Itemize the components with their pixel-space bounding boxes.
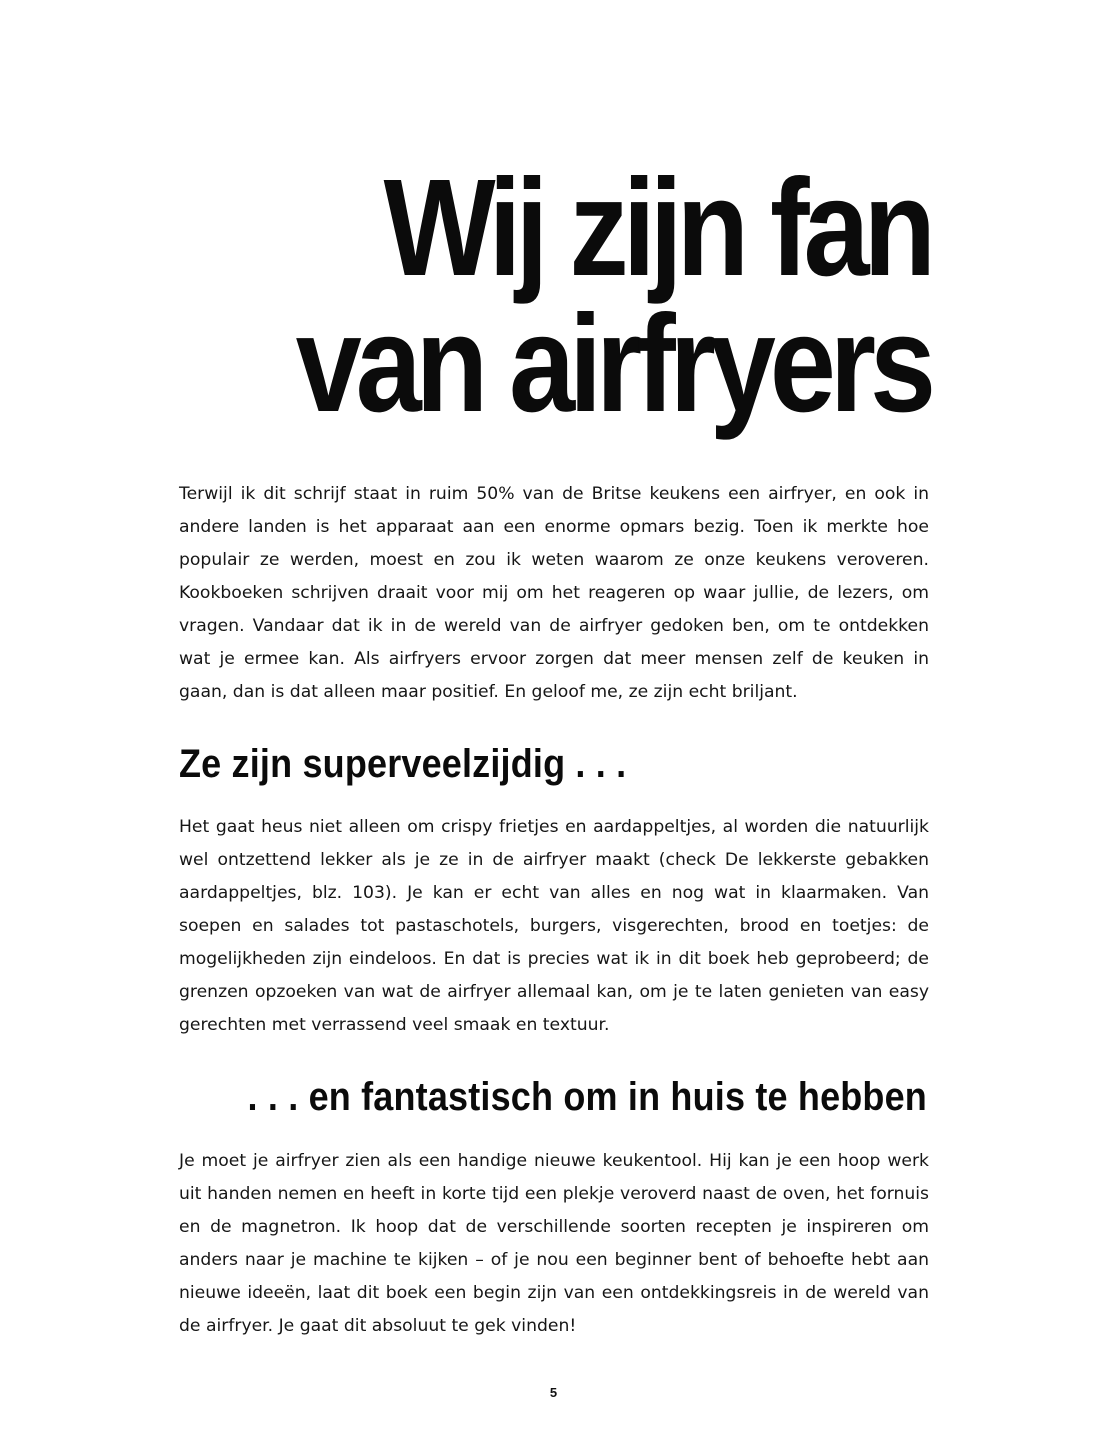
section-paragraph-versatile: Het gaat heus niet alleen om crispy frietjes en aardappeltjes, al worden die natuurlijk wel ontzettend lekker als je ze in de airfryer maakt (check De lekkerste gebakken aardappeltjes, blz. 103). Je kan er echt van alles en nog wat in klaarmaken. Van soepen en salades tot pastaschotels, burgers, visgerechten, brood en toetjes: de mogelijkheden zijn eindeloos. En dat is precies wat ik in dit boek heb geprobeerd; de grenzen opzoeken van wat de airfryer allemaal kan, om je te laten genieten van easy gerechten met verrassend veel smaak en textuur.	[179, 817, 929, 1035]
page-number: 5	[549, 1385, 558, 1400]
title-line-2: van airfryers	[295, 287, 930, 441]
section-heading-versatile: Ze zijn superveelzijdig . . .	[179, 742, 627, 786]
title-line-1: Wij zijn fan	[383, 151, 930, 305]
section-paragraph-fantastic: Je moet je airfryer zien als een handige nieuwe keukentool. Hij kan je een hoop werk uit handen nemen en heeft in korte tijd een plekje veroverd naast de oven, het fornuis en de magnetron. Ik hoop dat de verschillende soorten recepten je inspireren om anders naar je machine te kijken – of je nou een beginner bent of behoefte hebt aan nieuwe ideeën, laat dit boek een begin zijn van een ontdekkingsreis in de wereld van de airfryer. Je gaat dit absoluut te gek vinden!	[179, 1151, 929, 1336]
intro-paragraph: Terwijl ik dit schrijf staat in ruim 50% van de Britse keukens een airfryer, en ook in andere landen is het apparaat aan een enorme opmars bezig. Toen ik merkte hoe populair ze werden, moest en zou ik weten waarom ze onze keukens veroveren. Kookboeken schrijven draait voor mij om het reageren op waar jullie, de lezers, om vragen. Vandaar dat ik in de wereld van de airfryer gedoken ben, om te ontdekken wat je ermee kan. Als airfryers ervoor zorgen dat meer mensen zelf de keuken in gaan, dan is dat alleen maar positief. En geloof me, ze zijn echt briljant.	[179, 484, 929, 702]
section-heading-fantastic: . . . en fantastisch om in huis te hebben	[247, 1075, 927, 1119]
page-title	[276, 151, 930, 441]
